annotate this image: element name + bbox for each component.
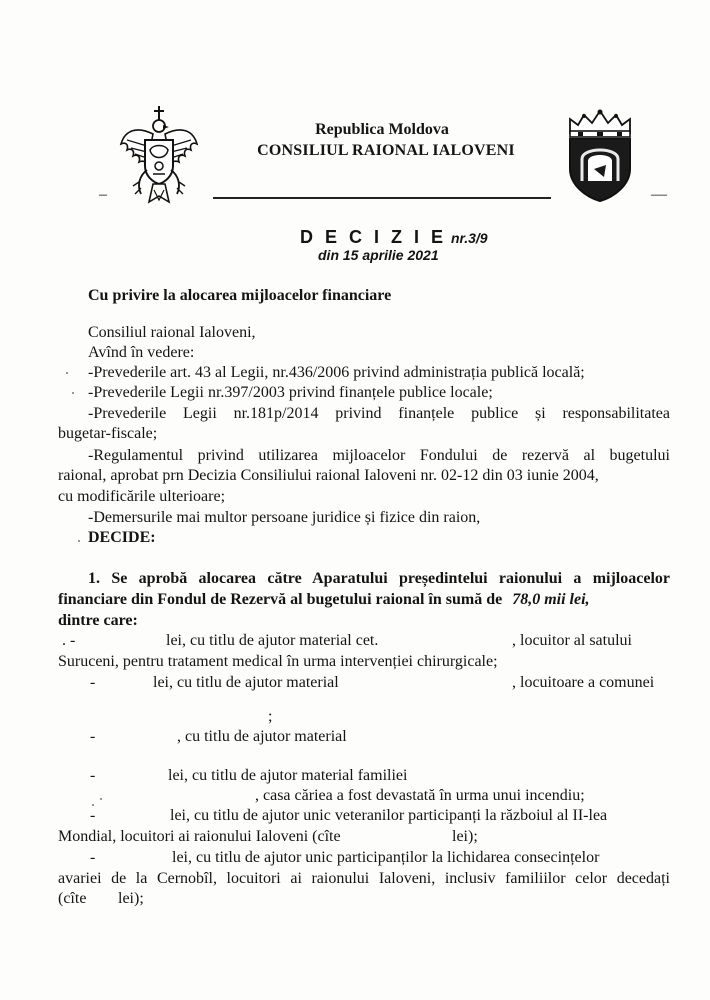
item-4-detail: , casa căriea a fost devastată în urma unui incendiu; bbox=[255, 787, 585, 804]
legal-basis-3-cont: bugetar-fiscale; bbox=[58, 425, 158, 442]
item-5-cont: Mondial, locuitori ai raionului Ialoveni (cîte bbox=[58, 828, 341, 845]
moldova-coat-of-arms-icon bbox=[117, 104, 201, 208]
right-dash: — bbox=[651, 186, 667, 203]
left-dash: – bbox=[99, 186, 107, 203]
item-4-dash: - bbox=[90, 767, 96, 784]
article-1-text: financiare din Fondul de Rezervă al bugetului raional în sumă de bbox=[58, 591, 503, 608]
scan-speck bbox=[72, 392, 74, 394]
legal-basis-2: -Prevederile Legii nr.397/2003 privind finanțele publice locale; bbox=[88, 384, 493, 401]
header-divider bbox=[213, 197, 551, 199]
decides-label: DECIDE: bbox=[88, 529, 156, 546]
decision-subject: Cu privire la alocarea mijloacelor financiare bbox=[88, 287, 392, 304]
item-6-cont: avariei de la Cernobîl, locuitori ai raionului Ialoveni, inclusiv familiilor celor decedați bbox=[58, 870, 670, 887]
item-2-resident: , locuitoare a comunei bbox=[512, 674, 655, 691]
council-name: CONSILIUL RAIONAL IALOVENI bbox=[257, 142, 515, 159]
decision-title: D E C I Z I E bbox=[300, 227, 447, 247]
article-1-line-1: 1. Se aprobă alocarea către Aparatului președintelui raionului a mijloacelor bbox=[88, 570, 670, 587]
legal-basis-5: -Demersurile mai multor persoane juridice și fizice din raion, bbox=[88, 509, 481, 526]
item-6-dash: - bbox=[90, 849, 96, 866]
item-1-resident: , locuitor al satului bbox=[512, 632, 632, 649]
decision-number: nr.3/9 bbox=[450, 230, 488, 246]
item-1-text: lei, cu titlu de ajutor material cet. bbox=[166, 632, 379, 649]
preamble-considering: Avînd în vedere: bbox=[88, 344, 195, 361]
item-2-semicolon: ; bbox=[268, 708, 273, 725]
scan-speck bbox=[66, 372, 68, 374]
country-name: Republica Moldova bbox=[315, 121, 449, 138]
decision-heading bbox=[300, 227, 500, 248]
item-2-text: lei, cu titlu de ajutor material bbox=[153, 674, 339, 691]
item-5-dash: - bbox=[90, 807, 96, 824]
item-1-dash: . - bbox=[62, 632, 76, 649]
item-6-unit: lei); bbox=[118, 890, 144, 907]
item-5-text: lei, cu titlu de ajutor unic veteranilor participanți la războiul al II-lea bbox=[170, 807, 608, 824]
preamble-council: Consiliul raional Ialoveni, bbox=[88, 324, 256, 341]
article-1-amount: 78,0 mii lei, bbox=[512, 591, 590, 608]
legal-basis-4-end: cu modificările ulterioare; bbox=[58, 488, 226, 505]
item-6-per: (cîte bbox=[58, 890, 87, 907]
scan-speck bbox=[100, 798, 102, 800]
article-1-line-3: dintre care: bbox=[58, 612, 138, 629]
decision-date: din 15 aprilie 2021 bbox=[318, 247, 439, 263]
legal-basis-4: -Regulamentul privind utilizarea mijloacelor Fondului de rezervă al bugetului bbox=[88, 447, 670, 464]
ialoveni-coat-of-arms-icon bbox=[564, 107, 636, 203]
item-2-dash: - bbox=[90, 674, 96, 691]
item-3-text: , cu titlu de ajutor material bbox=[177, 728, 347, 745]
item-4-text: lei, cu titlu de ajutor material familiei bbox=[168, 767, 408, 784]
item-1-purpose: Suruceni, pentru tratament medical în urma intervenției chirurgicale; bbox=[58, 653, 498, 670]
legal-basis-4-cont: raional, aprobat prn Decizia Consiliului raional Ialoveni nr. 02-12 din 03 iunie 2004, bbox=[58, 467, 599, 484]
item-6-text: lei, cu titlu de ajutor unic participanților la lichidarea consecințelor bbox=[172, 849, 600, 866]
legal-basis-3: -Prevederile Legii nr.181p/2014 privind finanțele publice și responsabilitatea bbox=[88, 405, 670, 422]
item-5-unit: lei); bbox=[452, 828, 478, 845]
legal-basis-1: -Prevederile art. 43 al Legii, nr.436/2006 privind administrația publică locală; bbox=[88, 364, 585, 381]
article-1-line-2 bbox=[58, 590, 590, 610]
scan-speck bbox=[78, 540, 80, 542]
scan-speck bbox=[92, 804, 94, 806]
item-3-dash: - bbox=[90, 728, 96, 745]
